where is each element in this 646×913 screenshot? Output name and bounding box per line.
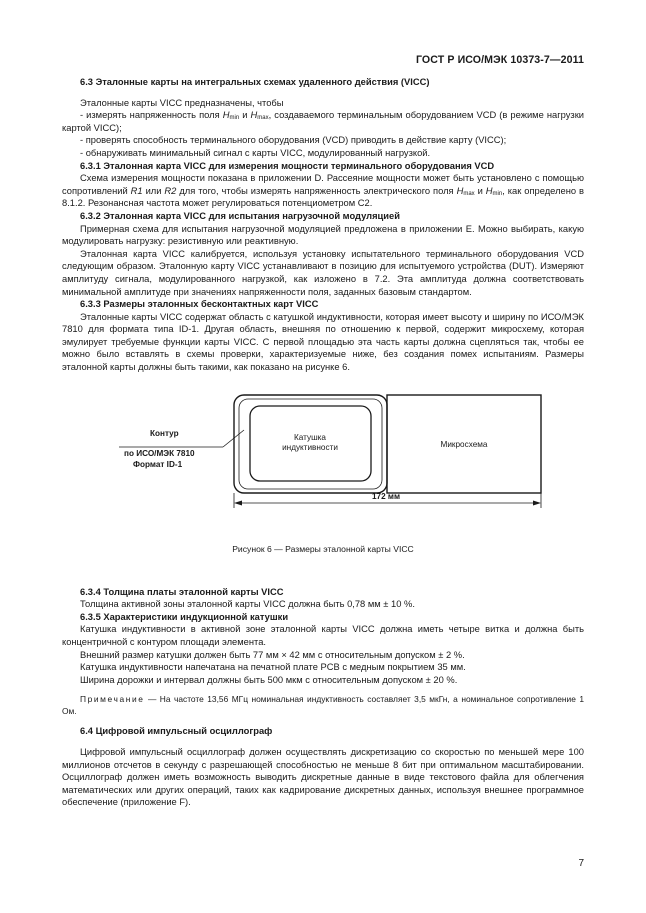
section-6-3-4-title: 6.3.4 Толщина платы эталонной карты VICC [80, 586, 284, 597]
subscript-max: max [257, 115, 269, 122]
note-text: — На частоте 13,56 МГц номинальная индуктивность составляет 3,5 мкГн, а номинальное сопротивление 1 Ом. [62, 694, 584, 716]
subscript-max: max [463, 190, 475, 197]
subscript-min: min [229, 115, 240, 122]
text-run: , создаваемого терминальным оборудованием VCD (в режиме нагрузки картой VICC); [62, 110, 584, 133]
coil-label-line-2: индуктивности [282, 442, 338, 452]
contour-label-line-3: Формат ID-1 [133, 459, 183, 469]
contour-label-line-2: по ИСО/МЭК 7810 [124, 448, 195, 458]
dimension-label: 172 мм [371, 491, 401, 501]
note-label: Примечание [80, 694, 145, 705]
card-dimension-drawing [62, 374, 584, 559]
section-6-3-bullet-1 [62, 109, 584, 134]
symbol-r1: R1 [130, 185, 143, 196]
section-6-4-para-1: Цифровой импульсный осциллограф должен осуществлять дискретизацию со скоростью по меньшей мере 100 миллионов отсчетов в секунду с разрешающей способностью не меньше 8 бит при оптимальном масштабировании. Осциллограф должен иметь возможность выводить дискретные данные в виде текстового файла для облегчения математических или других операций, таких как кадрирование дискретных данных, используя внешнее программное обеспечение (приложение F). [62, 747, 584, 808]
text-run: и [474, 185, 486, 196]
section-6-3-title: 6.3 Эталонные карты на интегральных схемах удаленного действия (VICC) [80, 77, 430, 87]
section-6-3-3-para-1: Эталонные карты VICC содержат область с катушкой индуктивности, которая имеет высоту и ширину по ИСО/МЭК 7810 для формата типа ID-1. Другая область, внешняя по отношению к первой, содержит микросхему, которая эмулирует требуемые функции карты VICC. С первой площадью эта часть карты должна сцепляться так, чтобы ее можно было вставлять в схемы проверки, характеризуемые ниже, без создания помех испытаниям. Размеры эталонной карты должны быть такими, как показано на рисунке 6. [62, 311, 584, 373]
dimension-arrow-left [234, 500, 242, 505]
subscript-min: min [492, 190, 503, 197]
symbol-h: H [222, 110, 230, 121]
section-6-3-5-para-1: Катушка индуктивности в активной зоне эталонной карты VICC должна иметь четыре витка и должна быть концентричной с контуром площади элемента. [62, 624, 584, 648]
symbol-h: H [456, 185, 464, 196]
section-6-3-2-para-2: Эталонная карта VICC калибруется, используя установку испытательного терминального оборудования VCD следующим образом. Эталонную карту VICC устанавливают в позицию для испытуемого устройства (DUT). Измеряют амплитуду сигнала, модулированного нагрузкой, как изложено в 7.2. Эта амплитуда должна соответствовать минимальной амплитуде при значениях напряженности поля, заданных базовым стандартом. [62, 248, 584, 297]
figure-caption: Рисунок 6 — Размеры эталонной карты VICC [232, 543, 414, 554]
text-run: или [142, 185, 165, 196]
text-run: - измерять напряженность поля [80, 110, 223, 121]
section-6-3-5-para-2: Внешний размер катушки должен быть 77 мм × 42 мм с относительным допуском ± 2 %. [80, 649, 465, 660]
section-6-3-2-para-1: Примерная схема для испытания нагрузочной модуляцией предложена в приложении E. Можно выбирать, какую модулировать нагрузку: резистивную или реактивную. [62, 223, 584, 247]
document-body [62, 76, 584, 809]
section-6-3-bullet-3: - обнаруживать минимальный сигнал с карты VICC, модулированный нагрузкой. [80, 147, 431, 158]
section-6-3-1-text [62, 172, 584, 210]
section-6-3-5-para-4: Ширина дорожки и интервал должны быть 500 мкм с относительным допуском ± 20 %. [80, 674, 458, 685]
page-number: 7 [578, 858, 584, 869]
section-6-3-1-title: 6.3.1 Эталонная карта VICC для измерения мощности терминального оборудования VCD [80, 160, 495, 171]
section-6-3-5-title: 6.3.5 Характеристики индукционной катушки [80, 611, 289, 622]
symbol-h: H [250, 110, 258, 121]
section-6-3-intro: Эталонные карты VICC предназначены, чтобы [80, 97, 284, 108]
section-6-3-3-title: 6.3.3 Размеры эталонных бесконтактных карт VICC [80, 299, 319, 310]
section-6-3-2-title: 6.3.2 Эталонная карта VICC для испытания нагрузочной модуляцией [80, 210, 400, 221]
text-run: для того, чтобы измерять напряженность электрического поля [176, 185, 457, 196]
section-6-3-bullet-2: - проверять способность терминального оборудования (VCD) приводить в действие карту (VICC); [80, 135, 507, 146]
text-run: и [239, 110, 251, 121]
symbol-h: H [485, 185, 493, 196]
text-run: , как определено в 8.1.2. Резонансная частота может регулироваться потенциометром C2. [62, 185, 584, 209]
section-6-4-title: 6.4 Цифровой импульсный осциллограф [80, 726, 273, 737]
note [62, 694, 584, 717]
symbol-r2: R2 [164, 185, 177, 196]
chip-label: Микросхема [440, 439, 488, 449]
standard-header: ГОСТ Р ИСО/МЭК 10373-7—2011 [415, 54, 584, 66]
coil-label-line-1: Катушка [294, 432, 326, 442]
section-6-3-4-para-1: Толщина активной зоны эталонной карты VICC должна быть 0,78 мм ± 10 %. [80, 599, 415, 610]
figure-6 [62, 374, 584, 586]
dimension-arrow-right [533, 500, 541, 505]
contour-label-line-1: Контур [150, 428, 179, 438]
text-run: Схема измерения мощности показана в приложении D. Рассеяние мощности может быть установлено с помощью сопротивлений [62, 173, 584, 196]
section-6-3-5-para-3: Катушка индуктивности напечатана на печатной плате PCB с медным покрытием 35 мм. [80, 662, 466, 673]
